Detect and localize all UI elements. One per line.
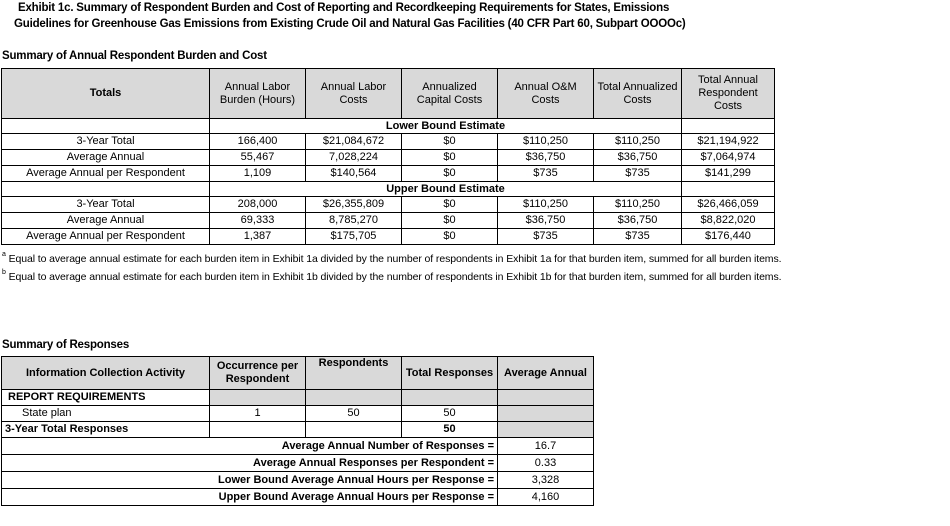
table-cell: $36,750 [594, 213, 682, 229]
state-plan-occurrence: 1 [210, 406, 306, 422]
footnote-a [2, 253, 781, 265]
table-cell: 1,387 [210, 229, 306, 245]
row-label: 3-Year Total [2, 197, 210, 213]
table-cell: 1,109 [210, 166, 306, 182]
table-row [2, 229, 775, 245]
row-label: Average Annual [2, 213, 210, 229]
table-cell: $735 [594, 166, 682, 182]
row-label: Average Annual [2, 150, 210, 166]
table-cell: $175,705 [306, 229, 402, 245]
responses-table [1, 356, 594, 506]
lower-bound-label-row [2, 119, 775, 134]
burden-table [1, 68, 775, 245]
col-total-annualized: Total Annualized Costs [594, 69, 682, 119]
col-labor-hours: Annual Labor Burden (Hours) [210, 69, 306, 119]
table-cell: 8,785,270 [306, 213, 402, 229]
summary-row-1 [2, 438, 594, 455]
table-cell: $36,750 [498, 213, 594, 229]
table-cell: $176,440 [682, 229, 775, 245]
table-cell: $7,064,974 [682, 150, 775, 166]
table-cell: $21,084,672 [306, 134, 402, 150]
table-cell: $0 [402, 166, 498, 182]
title-line-2: Guidelines for Greenhouse Gas Emissions from Existing Crude Oil and Natural Gas Facilities (40 CFR Part 60, Subpart OOOOc) [14, 18, 686, 30]
table-cell: $21,194,922 [682, 134, 775, 150]
col-average-annual: Average Annual [498, 357, 594, 390]
responses-header-row [2, 357, 594, 390]
summary-label-4: Upper Bound Average Annual Hours per Response = [2, 489, 498, 506]
row-label: 3-Year Total [2, 134, 210, 150]
table-cell: 208,000 [210, 197, 306, 213]
summary-row-2 [2, 455, 594, 472]
row-label: Average Annual per Respondent [2, 229, 210, 245]
col-capital-costs: Annualized Capital Costs [402, 69, 498, 119]
summary-label-3: Lower Bound Average Annual Hours per Response = [2, 472, 498, 489]
responses-heading: Summary of Responses [2, 339, 130, 351]
col-activity: Information Collection Activity [2, 357, 210, 390]
state-plan-row [2, 406, 594, 422]
table-cell: 55,467 [210, 150, 306, 166]
table-cell: $36,750 [594, 150, 682, 166]
col-total-responses: Total Responses [402, 357, 498, 390]
col-labor-costs: Annual Labor Costs [306, 69, 402, 119]
footnote-a-text: Equal to average annual estimate for each burden item in Exhibit 1a divided by the number of respondents in Exhibit 1a for that burden item, summed for all burden items. [8, 253, 782, 265]
table-cell: $735 [498, 166, 594, 182]
summary-label-1: Average Annual Number of Responses = [2, 438, 498, 455]
table-cell: $0 [402, 213, 498, 229]
col-totals: Totals [2, 69, 210, 119]
state-plan-label: State plan [2, 406, 210, 422]
title-line-1: Exhibit 1c. Summary of Respondent Burden and Cost of Reporting and Recordkeeping Requirements for States, Emissions [18, 2, 670, 14]
table-cell: $8,822,020 [682, 213, 775, 229]
table-cell: $36,750 [498, 150, 594, 166]
burden-heading: Summary of Annual Respondent Burden and Cost [2, 50, 267, 62]
table-row [2, 213, 775, 229]
exhibit-title [14, 0, 714, 32]
three-year-total-value: 50 [402, 422, 498, 438]
row-label: Average Annual per Respondent [2, 166, 210, 182]
table-cell: $0 [402, 150, 498, 166]
table-cell: $0 [402, 229, 498, 245]
report-requirements-row [2, 390, 594, 406]
burden-header-row [2, 69, 775, 119]
report-requirements-label: REPORT REQUIREMENTS [2, 390, 210, 406]
table-row [2, 166, 775, 182]
table-cell: 166,400 [210, 134, 306, 150]
table-cell: $110,250 [498, 197, 594, 213]
table-cell: $110,250 [594, 197, 682, 213]
col-occurrence: Occurrence per Respondent [210, 357, 306, 390]
summary-value-4: 4,160 [498, 489, 594, 506]
summary-value-1: 16.7 [498, 438, 594, 455]
table-cell: $26,355,809 [306, 197, 402, 213]
table-cell: $0 [402, 197, 498, 213]
table-row [2, 134, 775, 150]
footnote-b [2, 271, 781, 283]
table-cell: $0 [402, 134, 498, 150]
table-cell: $110,250 [498, 134, 594, 150]
summary-row-4 [2, 489, 594, 506]
footnote-b-text: Equal to average annual estimate for each burden item in Exhibit 1b divided by the number of respondents in Exhibit 1b for that burden item, summed for all burden items. [8, 271, 782, 283]
table-row [2, 197, 775, 213]
table-cell: $735 [594, 229, 682, 245]
table-row [2, 150, 775, 166]
summary-value-3: 3,328 [498, 472, 594, 489]
state-plan-respondents: 50 [306, 406, 402, 422]
table-cell: $140,564 [306, 166, 402, 182]
footnote-b-mark: b [2, 269, 6, 276]
col-respondents: Respondents [306, 357, 402, 390]
footnote-a-mark: a [2, 251, 6, 258]
table-cell: $26,466,059 [682, 197, 775, 213]
summary-row-3 [2, 472, 594, 489]
table-cell: $735 [498, 229, 594, 245]
table-cell: $110,250 [594, 134, 682, 150]
table-cell: 69,333 [210, 213, 306, 229]
state-plan-total: 50 [402, 406, 498, 422]
upper-bound-label: Upper Bound Estimate [210, 182, 682, 197]
table-cell: 7,028,224 [306, 150, 402, 166]
col-om-costs: Annual O&M Costs [498, 69, 594, 119]
three-year-total-row [2, 422, 594, 438]
col-total-respondent: Total Annual Respondent Costs [682, 69, 775, 119]
upper-bound-label-row [2, 182, 775, 197]
lower-bound-label: Lower Bound Estimate [210, 119, 682, 134]
table-cell: $141,299 [682, 166, 775, 182]
summary-value-2: 0.33 [498, 455, 594, 472]
three-year-total-label: 3-Year Total Responses [2, 422, 210, 438]
summary-label-2: Average Annual Responses per Respondent = [2, 455, 498, 472]
